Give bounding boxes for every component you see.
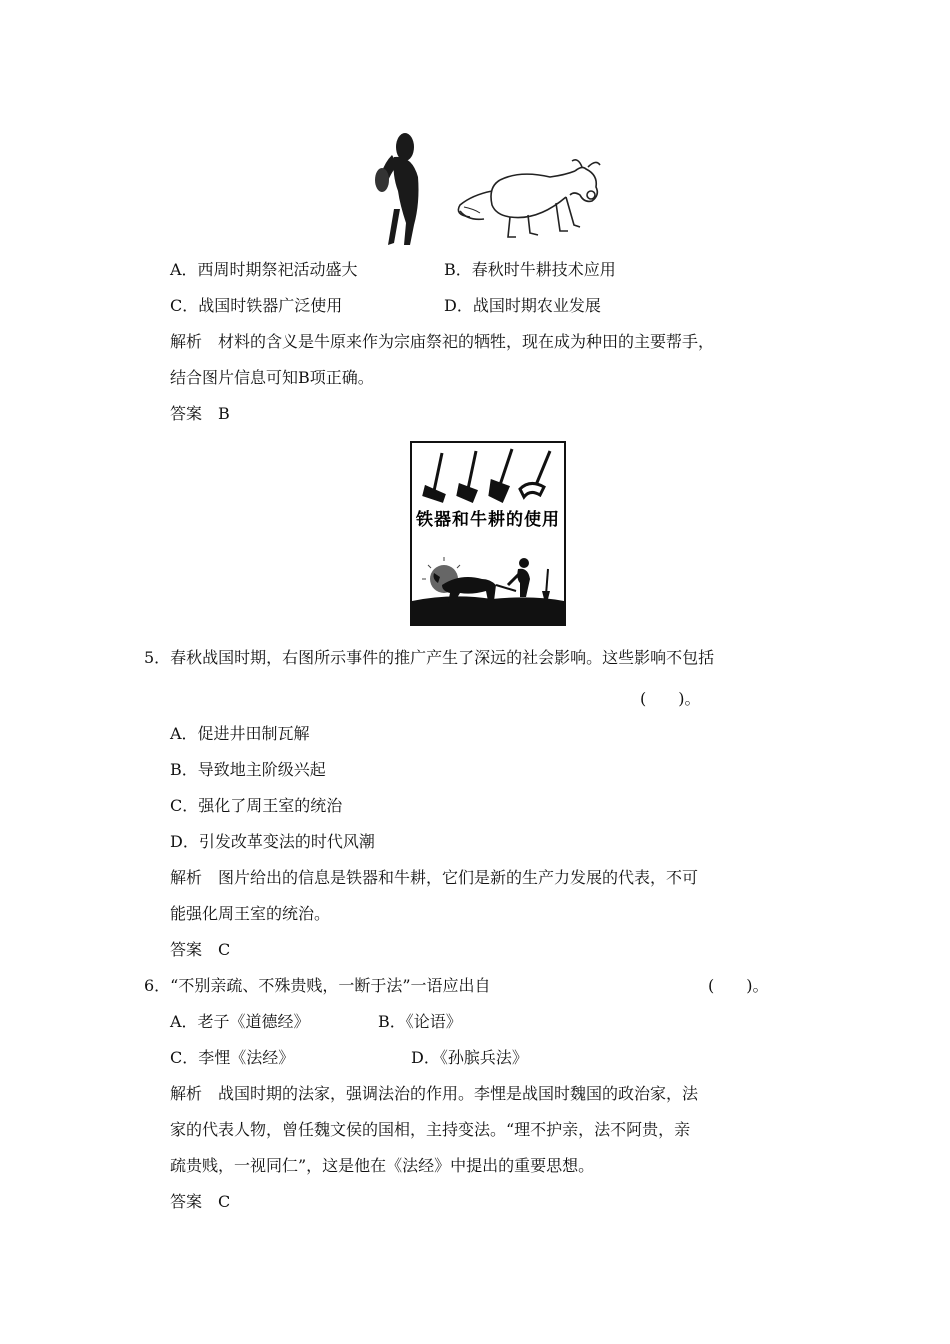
ox-figure	[458, 160, 600, 237]
q6-analysis-line: 解析 战国时期的法家，强调法治的作用。李悝是战国时魏国的政治家，法	[170, 1084, 699, 1103]
q6-option-a: A．老子《道德经》	[170, 1012, 310, 1031]
q4-option-c: C．战国时铁器广泛使用	[170, 296, 343, 315]
q5-analysis-line: 解析 图片给出的信息是铁器和牛耕，它们是新的生产力发展的代表，不可	[170, 868, 699, 887]
q6-option-d: D．《孙膑兵法》	[411, 1048, 528, 1067]
iron-tools-ox-plough-figure	[410, 441, 566, 626]
q5-option-b: B．导致地主阶级兴起	[170, 760, 326, 779]
q4-analysis-line: 结合图片信息可知B项正确。	[170, 368, 374, 387]
ox-ploughing-silhouette	[412, 539, 564, 624]
figure-caption: 铁器和牛耕的使用	[416, 510, 560, 530]
q6-analysis-line: 疏贵贱，一视同仁”，这是他在《法经》中提出的重要思想。	[170, 1156, 595, 1175]
q5-option-d: D．引发改革变法的时代风潮	[170, 832, 375, 851]
q4-option-d: D．战国时期农业发展	[444, 296, 601, 315]
q6-answer: 答案 C	[170, 1192, 231, 1211]
q4-option-a: A．西周时期祭祀活动盛大	[170, 260, 358, 279]
q6-analysis-line: 家的代表人物，曾任魏文侯的国相，主持变法。“理不护亲，法不阿贵，亲	[170, 1120, 691, 1139]
q4-option-b: B．春秋时牛耕技术应用	[444, 260, 616, 279]
person-figure	[375, 133, 419, 245]
q4-analysis-line: 解析 材料的含义是牛原来作为宗庙祭祀的牺牲，现在成为种田的主要帮手，	[170, 332, 715, 351]
q6-option-c: C．李悝《法经》	[170, 1048, 295, 1067]
q5-analysis-line: 能强化周王室的统治。	[170, 904, 331, 923]
q5-stem: 5．春秋战国时期，右图所示事件的推广产生了深远的社会影响。这些影响不包括	[144, 648, 715, 667]
q5-option-c: C．强化了周王室的统治	[170, 796, 343, 815]
q5-answer: 答案 C	[170, 940, 231, 959]
q6-answer-bracket: ( )。	[708, 976, 769, 995]
q5-answer-bracket: ( )。	[640, 689, 701, 708]
q6-stem: 6．“不别亲疏、不殊贵贱，一断于法”一语应出自	[144, 976, 491, 995]
q6-option-b: B．《论语》	[378, 1012, 462, 1031]
sacrifice-and-ox-illustration	[360, 125, 610, 250]
q4-answer: 答案 B	[170, 404, 230, 423]
q5-option-a: A．促进井田制瓦解	[170, 724, 310, 743]
iron-tools-illustration	[412, 445, 564, 505]
